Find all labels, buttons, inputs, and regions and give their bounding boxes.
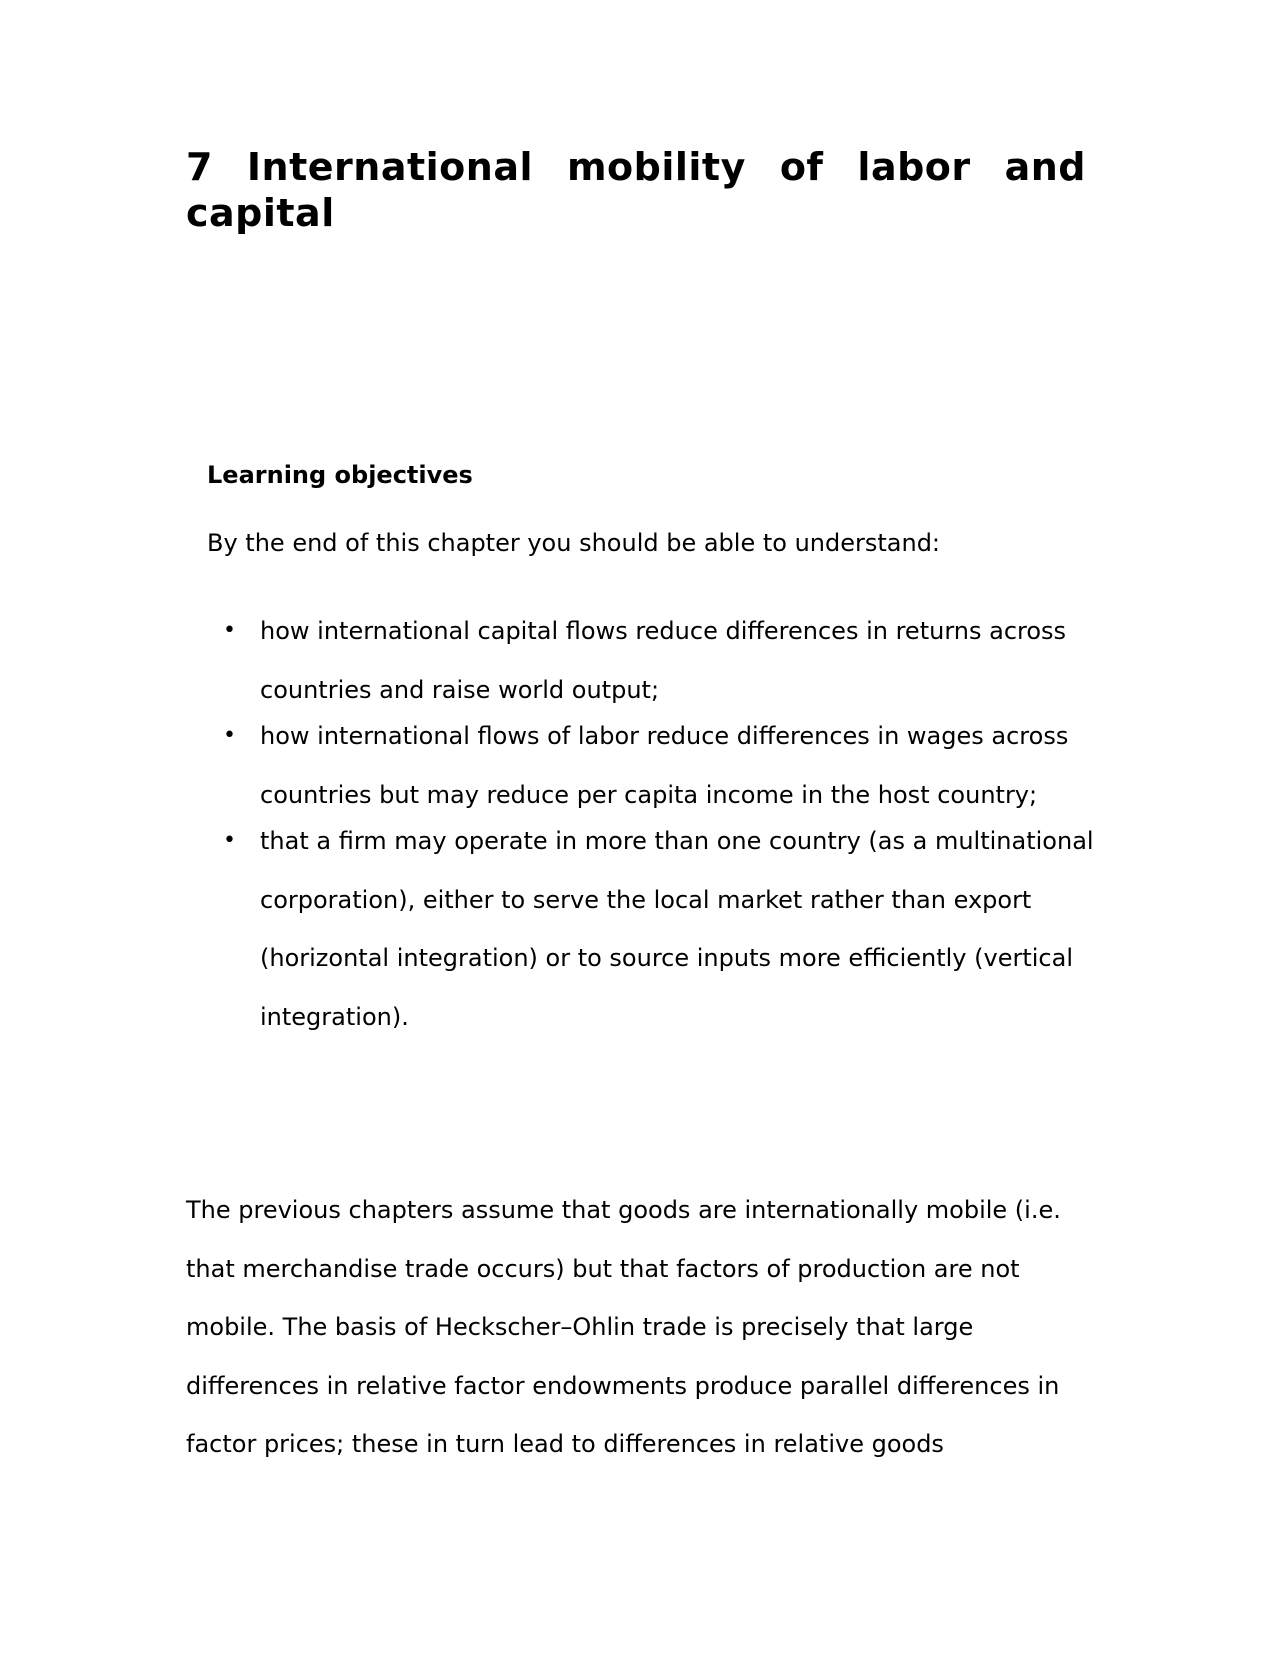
list-item — [207, 707, 1107, 824]
body-paragraph: The previous chapters assume that goods are internationally mobile (i.e. that merchandise trade occurs) but that factors of production are not mobile. The basis of Heckscher–Ohlin trade is precisely that large differences in relative factor endowments produce parallel differences in factor prices; these in turn lead to differences in relative goods — [186, 1196, 1061, 1458]
bullet-icon: • — [223, 828, 236, 853]
list-item — [207, 602, 1107, 719]
list-item — [207, 812, 1107, 1046]
bullet-icon: • — [223, 723, 236, 748]
bullet-icon: • — [223, 618, 236, 643]
list-item-text: how international capital flows reduce differences in returns across countries and raise world output; — [260, 617, 1067, 704]
list-item-text: that a firm may operate in more than one country (as a multinational corporation), either to serve the local market rather than export (horizontal integration) or to source inputs more efficiently (vertical integration). — [260, 827, 1094, 1031]
list-item-text: how international flows of labor reduce differences in wages across countries but may reduce per capita income in the host country; — [260, 722, 1069, 809]
learning-objectives-list — [207, 602, 1107, 1046]
learning-objectives-section — [207, 458, 1107, 1046]
learning-objectives-intro: By the end of this chapter you should be able to understand: — [207, 529, 941, 557]
learning-objectives-heading: Learning objectives — [207, 461, 473, 489]
chapter-title: 7 International mobility of labor and capital — [186, 145, 1086, 235]
